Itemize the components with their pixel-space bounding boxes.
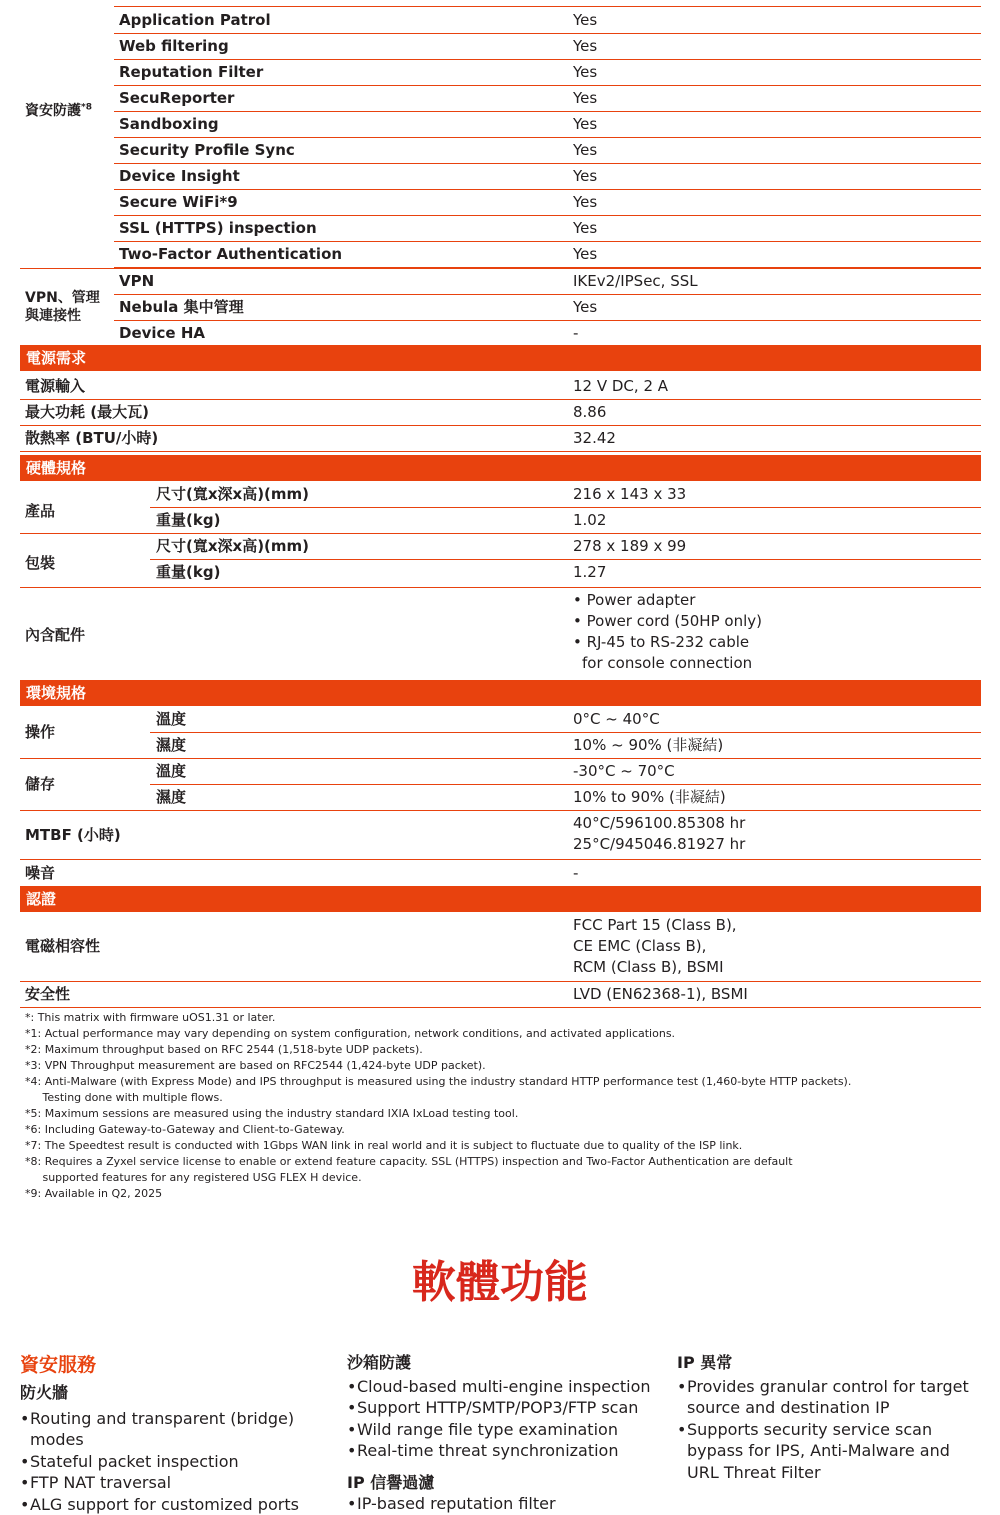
spec-row-label: VPN (119, 268, 154, 294)
product-weight-value: 1.02 (573, 507, 606, 533)
col2-heading: 沙箱防護 (347, 1352, 667, 1374)
spec-row-label: Security Profile Sync (119, 137, 295, 163)
noise-value: - (573, 860, 578, 886)
st-temp-label: 溫度 (156, 758, 186, 784)
spec-row-label: Web filtering (119, 33, 229, 59)
spec-row-label: SecuReporter (119, 85, 234, 111)
package-dim-label: 尺寸(寬x深x高)(mm) (156, 533, 309, 559)
spec-row-value: 8.86 (573, 399, 606, 425)
footnotes (25, 1010, 975, 1202)
hardware-header: 硬體規格 (20, 455, 981, 481)
safety-label: 安全性 (25, 981, 70, 1007)
footnote: *6: Including Gateway-to-Gateway and Client-to-Gateway. (25, 1122, 975, 1138)
spec-row-label: Sandboxing (119, 111, 219, 137)
op-temp-value: 0°C ~ 40°C (573, 706, 660, 732)
accessories-label: 內含配件 (25, 626, 85, 644)
spec-row-label: Two-Factor Authentication (119, 241, 342, 267)
list-item: • IP-based reputation filter (347, 1493, 667, 1515)
spec-row-value: Yes (573, 163, 597, 189)
spec-row-value: Yes (573, 111, 597, 137)
mtbf-value-25c: 25°C/945046.81927 hr (573, 834, 745, 855)
spec-row-label: Device Insight (119, 163, 240, 189)
footnote: *5: Maximum sessions are measured using the industry standard IXIA IxLoad testing tool. (25, 1106, 975, 1122)
footnote: *1: Actual performance may vary depending on system configuration, network conditions, and activated applications. (25, 1026, 975, 1042)
row-divider (20, 425, 981, 426)
product-weight-label: 重量(kg) (156, 507, 220, 533)
spec-row-value: Yes (573, 33, 597, 59)
product-dim-value: 216 x 143 x 33 (573, 481, 686, 507)
spec-row-value: Yes (573, 215, 597, 241)
software-col-1 (20, 1352, 320, 1515)
spec-row-label: Secure WiFi*9 (119, 189, 238, 215)
footnote: *2: Maximum throughput based on RFC 2544 (1,518-byte UDP packets). (25, 1042, 975, 1058)
emc-line: RCM (Class B), BSMI (573, 957, 737, 978)
footnote: *8: Requires a Zyxel service license to enable or extend feature capacity. SSL (HTTPS) inspection and Two-Factor Authentication are default supported features for any registered USG FLEX H device. (25, 1154, 975, 1186)
mtbf-value-40c: 40°C/596100.85308 hr (573, 813, 745, 834)
spec-row-label: 電源輸入 (25, 373, 85, 399)
list-item: • Cloud-based multi-engine inspection (347, 1376, 667, 1398)
list-item: • ALG support for customized ports (20, 1494, 320, 1515)
spec-row-value: Yes (573, 59, 597, 85)
footnote: *7: The Speedtest result is conducted with 1Gbps WAN link in real world and it is subject to fluctuate due to quality of the ISP link. (25, 1138, 975, 1154)
certification-header: 認證 (20, 886, 981, 912)
emc-line: CE EMC (Class B), (573, 936, 737, 957)
op-humidity-label: 濕度 (156, 732, 186, 758)
package-label: 包裝 (25, 554, 55, 572)
spec-row-value: Yes (573, 85, 597, 111)
package-weight-label: 重量(kg) (156, 559, 220, 585)
row-divider (20, 399, 981, 400)
power-header: 電源需求 (20, 345, 981, 371)
row-divider (114, 294, 981, 295)
op-temp-label: 溫度 (156, 706, 186, 732)
spec-row-value: 12 V DC, 2 A (573, 373, 668, 399)
row-divider (114, 33, 981, 34)
spec-row-value: - (573, 320, 578, 346)
security-group-label: 資安防護$^{*8}$ (25, 102, 92, 120)
spec-row-value: Yes (573, 189, 597, 215)
emc-line: FCC Part 15 (Class B), (573, 915, 737, 936)
footnote: *4: Anti-Malware (with Express Mode) and IPS throughput is measured using the industry standard HTTP performance test (1,460-byte HTTP packets). Testing done with multiple flows. (25, 1074, 975, 1106)
mtbf-label: MTBF (小時) (25, 826, 121, 844)
spec-row-label: SSL (HTTPS) inspection (119, 215, 317, 241)
spec-row-value: 32.42 (573, 425, 616, 451)
accessory-item: for console connection (573, 653, 762, 674)
col2-subheading: IP 信譽過濾 (347, 1472, 667, 1494)
list-item: • Provides granular control for target source and destination IP (677, 1376, 977, 1419)
list-item: • Supports security service scan bypass for IPS, Anti-Malware and URL Threat Filter (677, 1419, 977, 1484)
list-item: • Routing and transparent (bridge) modes (20, 1408, 320, 1451)
accessory-item: • RJ-45 to RS-232 cable (573, 632, 762, 653)
safety-value: LVD (EN62368-1), BSMI (573, 981, 748, 1007)
package-weight-value: 1.27 (573, 559, 606, 585)
row-divider (20, 451, 981, 452)
product-label: 產品 (25, 502, 55, 520)
software-title: 軟體功能 (0, 1246, 1000, 1310)
list-item: • Support HTTP/SMTP/POP3/FTP scan (347, 1397, 667, 1419)
spec-row-label: Reputation Filter (119, 59, 263, 85)
st-temp-value: -30°C ~ 70°C (573, 758, 675, 784)
software-col-2 (347, 1352, 667, 1515)
row-divider (114, 85, 981, 86)
product-dim-label: 尺寸(寬x深x高)(mm) (156, 481, 309, 507)
spec-row-label: Nebula 集中管理 (119, 294, 244, 320)
spec-row-value: Yes (573, 294, 597, 320)
vpn-group-label: VPN、管理 與連接性 (25, 289, 100, 325)
spec-row-label: 散熱率 (BTU/小時) (25, 425, 158, 451)
col1-subheading: 防火牆 (20, 1382, 320, 1404)
footnote: *9: Available in Q2, 2025 (25, 1186, 975, 1202)
emc-label: 電磁相容性 (25, 937, 100, 955)
package-dim-value: 278 x 189 x 99 (573, 533, 686, 559)
accessory-item: • Power adapter (573, 590, 762, 611)
spec-row-label: Application Patrol (119, 7, 271, 33)
spec-row-value: Yes (573, 241, 597, 267)
emc-values (573, 915, 737, 978)
spec-row-label: Device HA (119, 320, 205, 346)
spec-row-value: IKEv2/IPSec, SSL (573, 268, 698, 294)
row-divider (114, 320, 981, 321)
list-item: • Wild range file type examination (347, 1419, 667, 1441)
accessories-list (573, 590, 762, 674)
col1-heading: 資安服務 (20, 1352, 320, 1378)
spec-row-label: 最大功耗 (最大瓦) (25, 399, 149, 425)
software-col-3 (677, 1352, 977, 1483)
storage-label: 儲存 (25, 775, 55, 793)
col3-heading: IP 異常 (677, 1352, 977, 1374)
operation-label: 操作 (25, 723, 55, 741)
footnote: *: This matrix with firmware uOS1.31 or later. (25, 1010, 975, 1026)
spec-row-value: Yes (573, 7, 597, 33)
st-humidity-value: 10% to 90% (非凝結) (573, 784, 726, 810)
noise-label: 噪音 (25, 860, 55, 886)
accessory-item: • Power cord (50HP only) (573, 611, 762, 632)
list-item: • Stateful packet inspection (20, 1451, 320, 1473)
row-divider (114, 189, 981, 190)
footnote: *3: VPN Throughput measurement are based on RFC2544 (1,424-byte UDP packet). (25, 1058, 975, 1074)
mtbf-values (573, 813, 745, 855)
row-divider (114, 111, 981, 112)
environment-header: 環境規格 (20, 680, 981, 706)
op-humidity-value: 10% ~ 90% (非凝結) (573, 732, 723, 758)
st-humidity-label: 濕度 (156, 784, 186, 810)
spec-row-value: Yes (573, 137, 597, 163)
row-divider (114, 163, 981, 164)
list-item: • Real-time threat synchronization (347, 1440, 667, 1462)
list-item: • FTP NAT traversal (20, 1472, 320, 1494)
